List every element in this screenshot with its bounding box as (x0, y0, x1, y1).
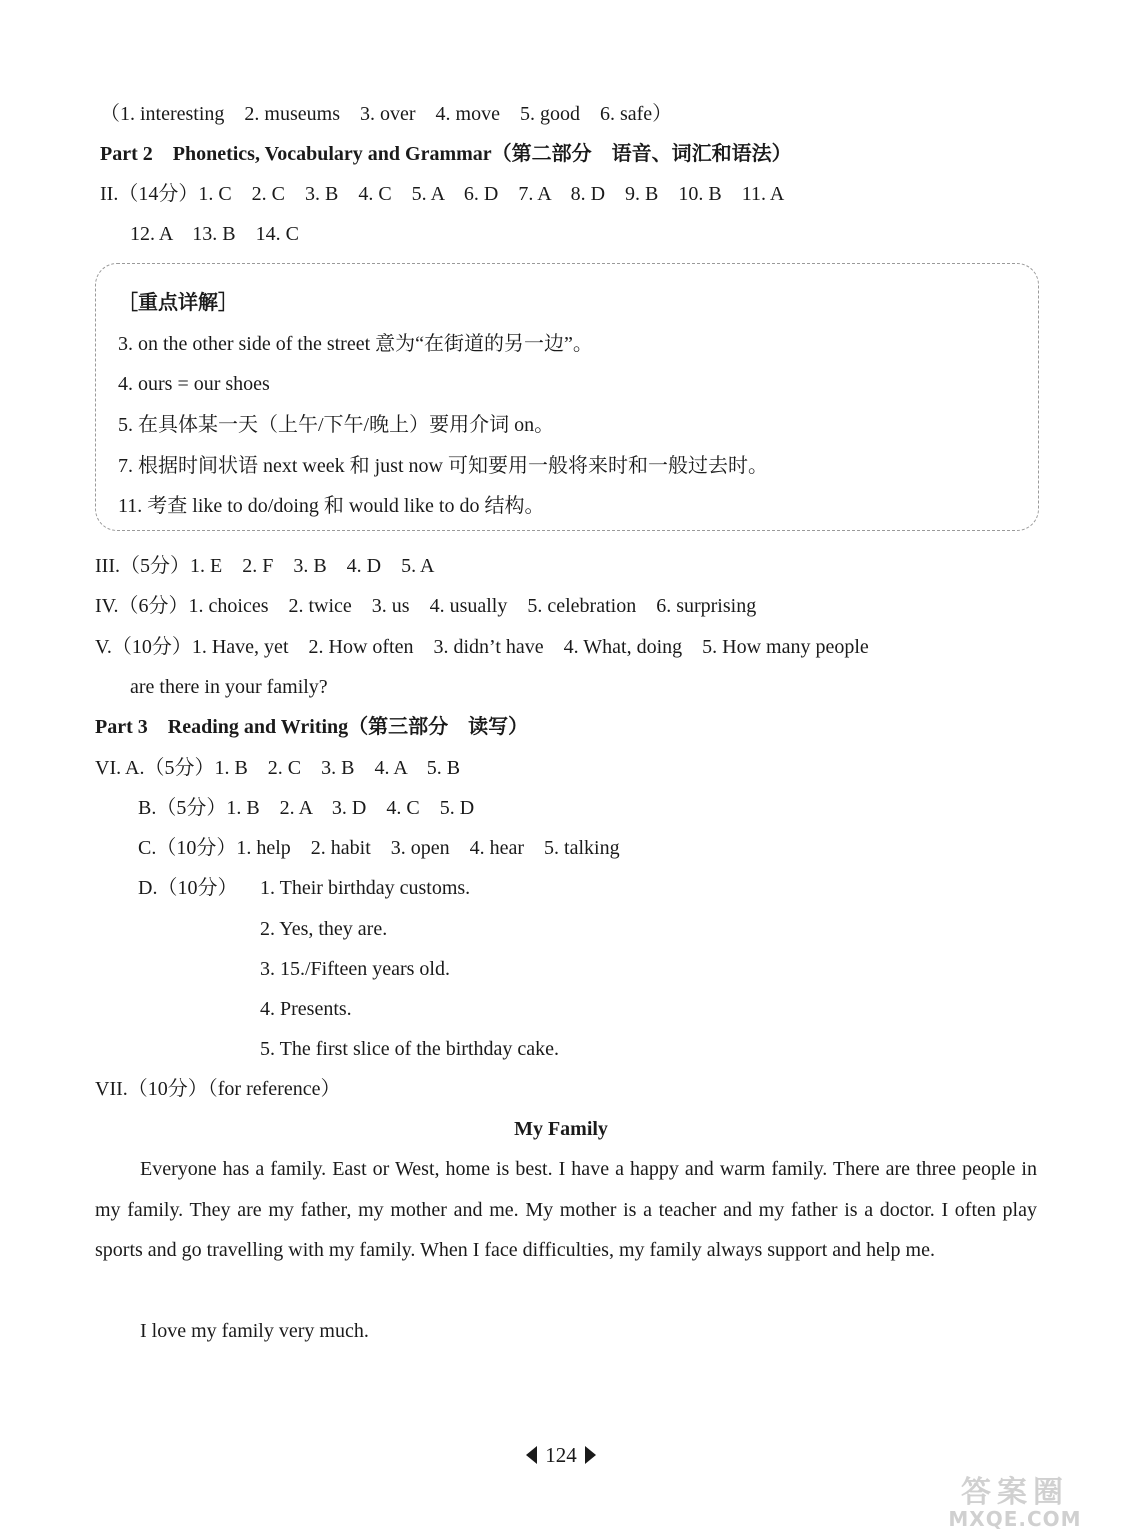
right-arrow-icon (585, 1446, 596, 1464)
answer-line-part1: （1. interesting 2. museums 3. over 4. move 5. good 6. safe） (100, 103, 673, 125)
part2-heading: Part 2 Phonetics, Vocabulary and Grammar（第二部分 语音、词汇和语法） (100, 143, 792, 165)
watermark-text: 答案圈 (961, 1475, 1069, 1510)
essay-title: My Family (514, 1118, 608, 1140)
key-notes-title: ［重点详解］ (118, 292, 238, 314)
q5-answers-line1: V.（10分）1. Have, yet 2. How often 3. didn’t have 4. What, doing 5. How many people (95, 636, 869, 658)
essay-paragraph: I love my family very much. (140, 1320, 369, 1342)
watermark-url: MXQE.COM (948, 1507, 1082, 1531)
q6d-answer: 3. 15./Fifteen years old. (260, 958, 450, 980)
key-note-item: 7. 根据时间状语 next week 和 just now 可知要用一般将来时和一般过去时。 (118, 455, 768, 477)
key-note-item: 5. 在具体某一天（上午/下午/晚上）要用介词 on。 (118, 414, 555, 436)
q7-heading: VII.（10分）（for reference） (95, 1078, 341, 1100)
q3-answers: III.（5分）1. E 2. F 3. B 4. D 5. A (95, 555, 435, 577)
q6d-answer: 1. Their birthday customs. (260, 877, 471, 899)
q2-answers-line2: 12. A 13. B 14. C (130, 223, 299, 245)
watermark-logo (920, 1475, 1110, 1534)
q6d-answer: 5. The first slice of the birthday cake. (260, 1038, 559, 1060)
page-number-text: 124 (545, 1443, 577, 1467)
key-note-item: 4. ours = our shoes (118, 373, 270, 395)
q5-answers-line2: are there in your family? (130, 676, 328, 698)
essay-paragraph: Everyone has a family. East or West, home is best. I have a happy and warm family. There are three people in my family. They are my father, my mother and me. My mother is a teacher and my father is a doctor. I often play sports and go travelling with my family. When I face difficulties, my family always support and help me. (95, 1158, 1037, 1261)
q6d-answer: 4. Presents. (260, 998, 352, 1020)
key-note-item: 3. on the other side of the street 意为“在街道的另一边”。 (118, 333, 593, 355)
q6a-answers: VI. A.（5分）1. B 2. C 3. B 4. A 5. B (95, 757, 461, 779)
left-arrow-icon (526, 1446, 537, 1464)
q6d-answer: 2. Yes, they are. (260, 918, 388, 940)
q6c-answers: C.（10分）1. help 2. habit 3. open 4. hear 5. talking (138, 837, 620, 859)
page-number (0, 1443, 1122, 1468)
q6b-answers: B.（5分）1. B 2. A 3. D 4. C 5. D (138, 797, 475, 819)
part3-heading: Part 3 Reading and Writing（第三部分 读写） (95, 716, 529, 738)
key-note-item: 11. 考查 like to do/doing 和 would like to do 结构。 (118, 495, 545, 517)
q6d-label: D.（10分） (138, 877, 238, 899)
q4-answers: IV.（6分）1. choices 2. twice 3. us 4. usually 5. celebration 6. surprising (95, 595, 757, 617)
q2-answers-line1: II.（14分）1. C 2. C 3. B 4. C 5. A 6. D 7. A 8. D 9. B 10. B 11. A (100, 183, 785, 205)
